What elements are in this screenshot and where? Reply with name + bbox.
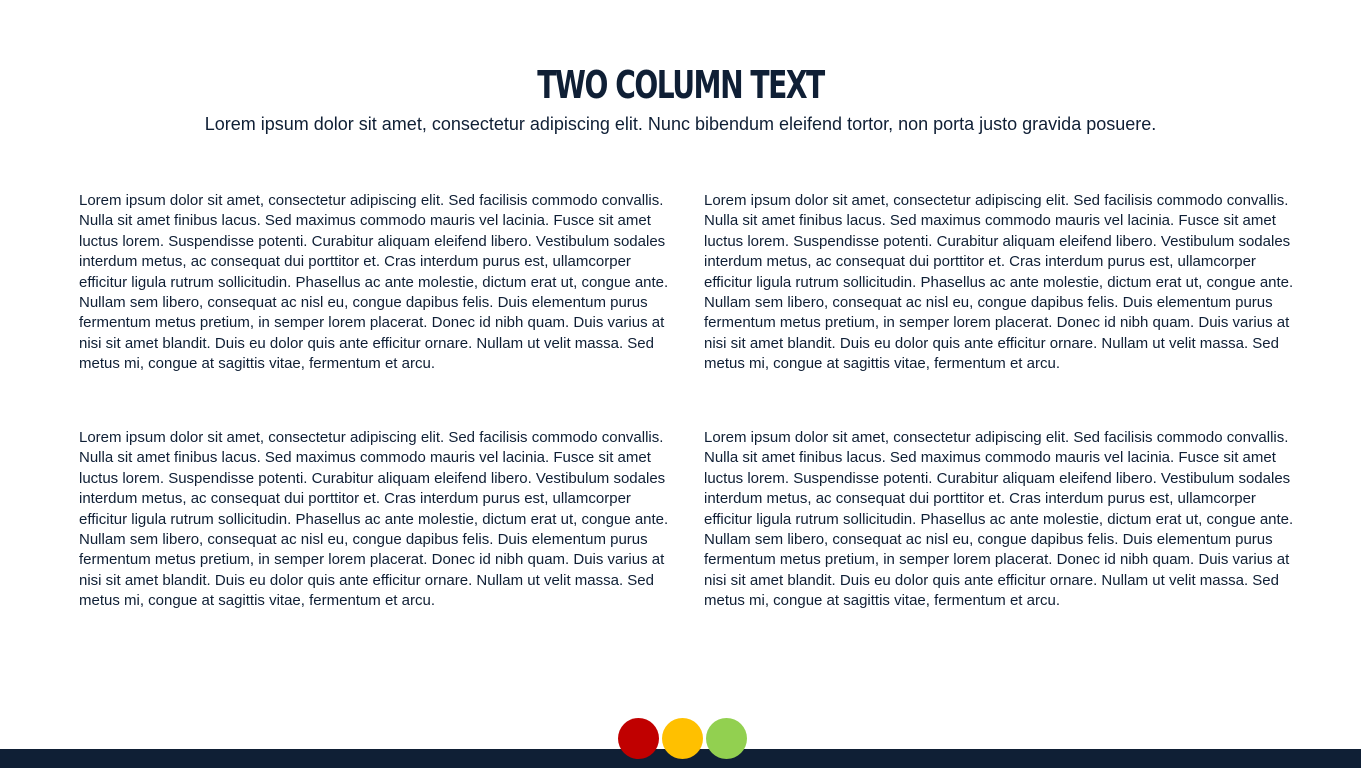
page-subtitle: Lorem ipsum dolor sit amet, consectetur adipiscing elit. Nunc bibendum eleifend tortor, non porta justo gravida posuere. (204, 114, 1157, 134)
red-dot-icon (618, 718, 659, 759)
yellow-dot-icon (662, 718, 703, 759)
green-dot-icon (706, 718, 747, 759)
paragraph-bottom-left: Lorem ipsum dolor sit amet, consectetur adipiscing elit. Sed facilisis commodo convallis. Nulla sit amet finibus lacus. Sed maximus commodo mauris vel lacinia. Fusce sit amet luctus lorem. Suspendisse potenti. Curabitur aliquam eleifend libero. Vestibulum sodales interdum metus, ac consequat dui porttitor et. Cras interdum purus est, ullamcorper efficitur ligula rutrum sollicitudin. Phasellus ac ante molestie, dictum erat ut, congue ante. Nullam sem libero, consequat ac nisl eu, congue dapibus felis. Duis elementum purus fermentum metus pretium, in semper lorem placerat. Donec id nibh quam. Duis varius at nisi sit amet blandit. Duis eu dolor quis ante efficitur ornare. Nullam ut velit massa. Sed metus mi, congue at sagittis vitae, fermentum et arcu. (79, 429, 669, 610)
page-title: TWO COLUMN TEXT (537, 63, 824, 107)
paragraph-top-left: Lorem ipsum dolor sit amet, consectetur adipiscing elit. Sed facilisis commodo convallis. Nulla sit amet finibus lacus. Sed maximus commodo mauris vel lacinia. Fusce sit amet luctus lorem. Suspendisse potenti. Curabitur aliquam eleifend libero. Vestibulum sodales interdum metus, ac consequat dui porttitor et. Cras interdum purus est, ullamcorper efficitur ligula rutrum sollicitudin. Phasellus ac ante molestie, dictum erat ut, congue ante. Nullam sem libero, consequat ac nisl eu, congue dapibus felis. Duis elementum purus fermentum metus pretium, in semper lorem placerat. Donec id nibh quam. Duis varius at nisi sit amet blandit. Duis eu dolor quis ante efficitur ornare. Nullam ut velit massa. Sed metus mi, congue at sagittis vitae, fermentum et arcu. (79, 192, 669, 373)
paragraph-bottom-right: Lorem ipsum dolor sit amet, consectetur adipiscing elit. Sed facilisis commodo convallis. Nulla sit amet finibus lacus. Sed maximus commodo mauris vel lacinia. Fusce sit amet luctus lorem. Suspendisse potenti. Curabitur aliquam eleifend libero. Vestibulum sodales interdum metus, ac consequat dui porttitor et. Cras interdum purus est, ullamcorper efficitur ligula rutrum sollicitudin. Phasellus ac ante molestie, dictum erat ut, congue ante. Nullam sem libero, consequat ac nisl eu, congue dapibus felis. Duis elementum purus fermentum metus pretium, in semper lorem placerat. Donec id nibh quam. Duis varius at nisi sit amet blandit. Duis eu dolor quis ante efficitur ornare. Nullam ut velit massa. Sed metus mi, congue at sagittis vitae, fermentum et arcu. (704, 429, 1294, 610)
paragraph-top-right: Lorem ipsum dolor sit amet, consectetur adipiscing elit. Sed facilisis commodo convallis. Nulla sit amet finibus lacus. Sed maximus commodo mauris vel lacinia. Fusce sit amet luctus lorem. Suspendisse potenti. Curabitur aliquam eleifend libero. Vestibulum sodales interdum metus, ac consequat dui porttitor et. Cras interdum purus est, ullamcorper efficitur ligula rutrum sollicitudin. Phasellus ac ante molestie, dictum erat ut, congue ante. Nullam sem libero, consequat ac nisl eu, congue dapibus felis. Duis elementum purus fermentum metus pretium, in semper lorem placerat. Donec id nibh quam. Duis varius at nisi sit amet blandit. Duis eu dolor quis ante efficitur ornare. Nullam ut velit massa. Sed metus mi, congue at sagittis vitae, fermentum et arcu. (704, 192, 1294, 373)
